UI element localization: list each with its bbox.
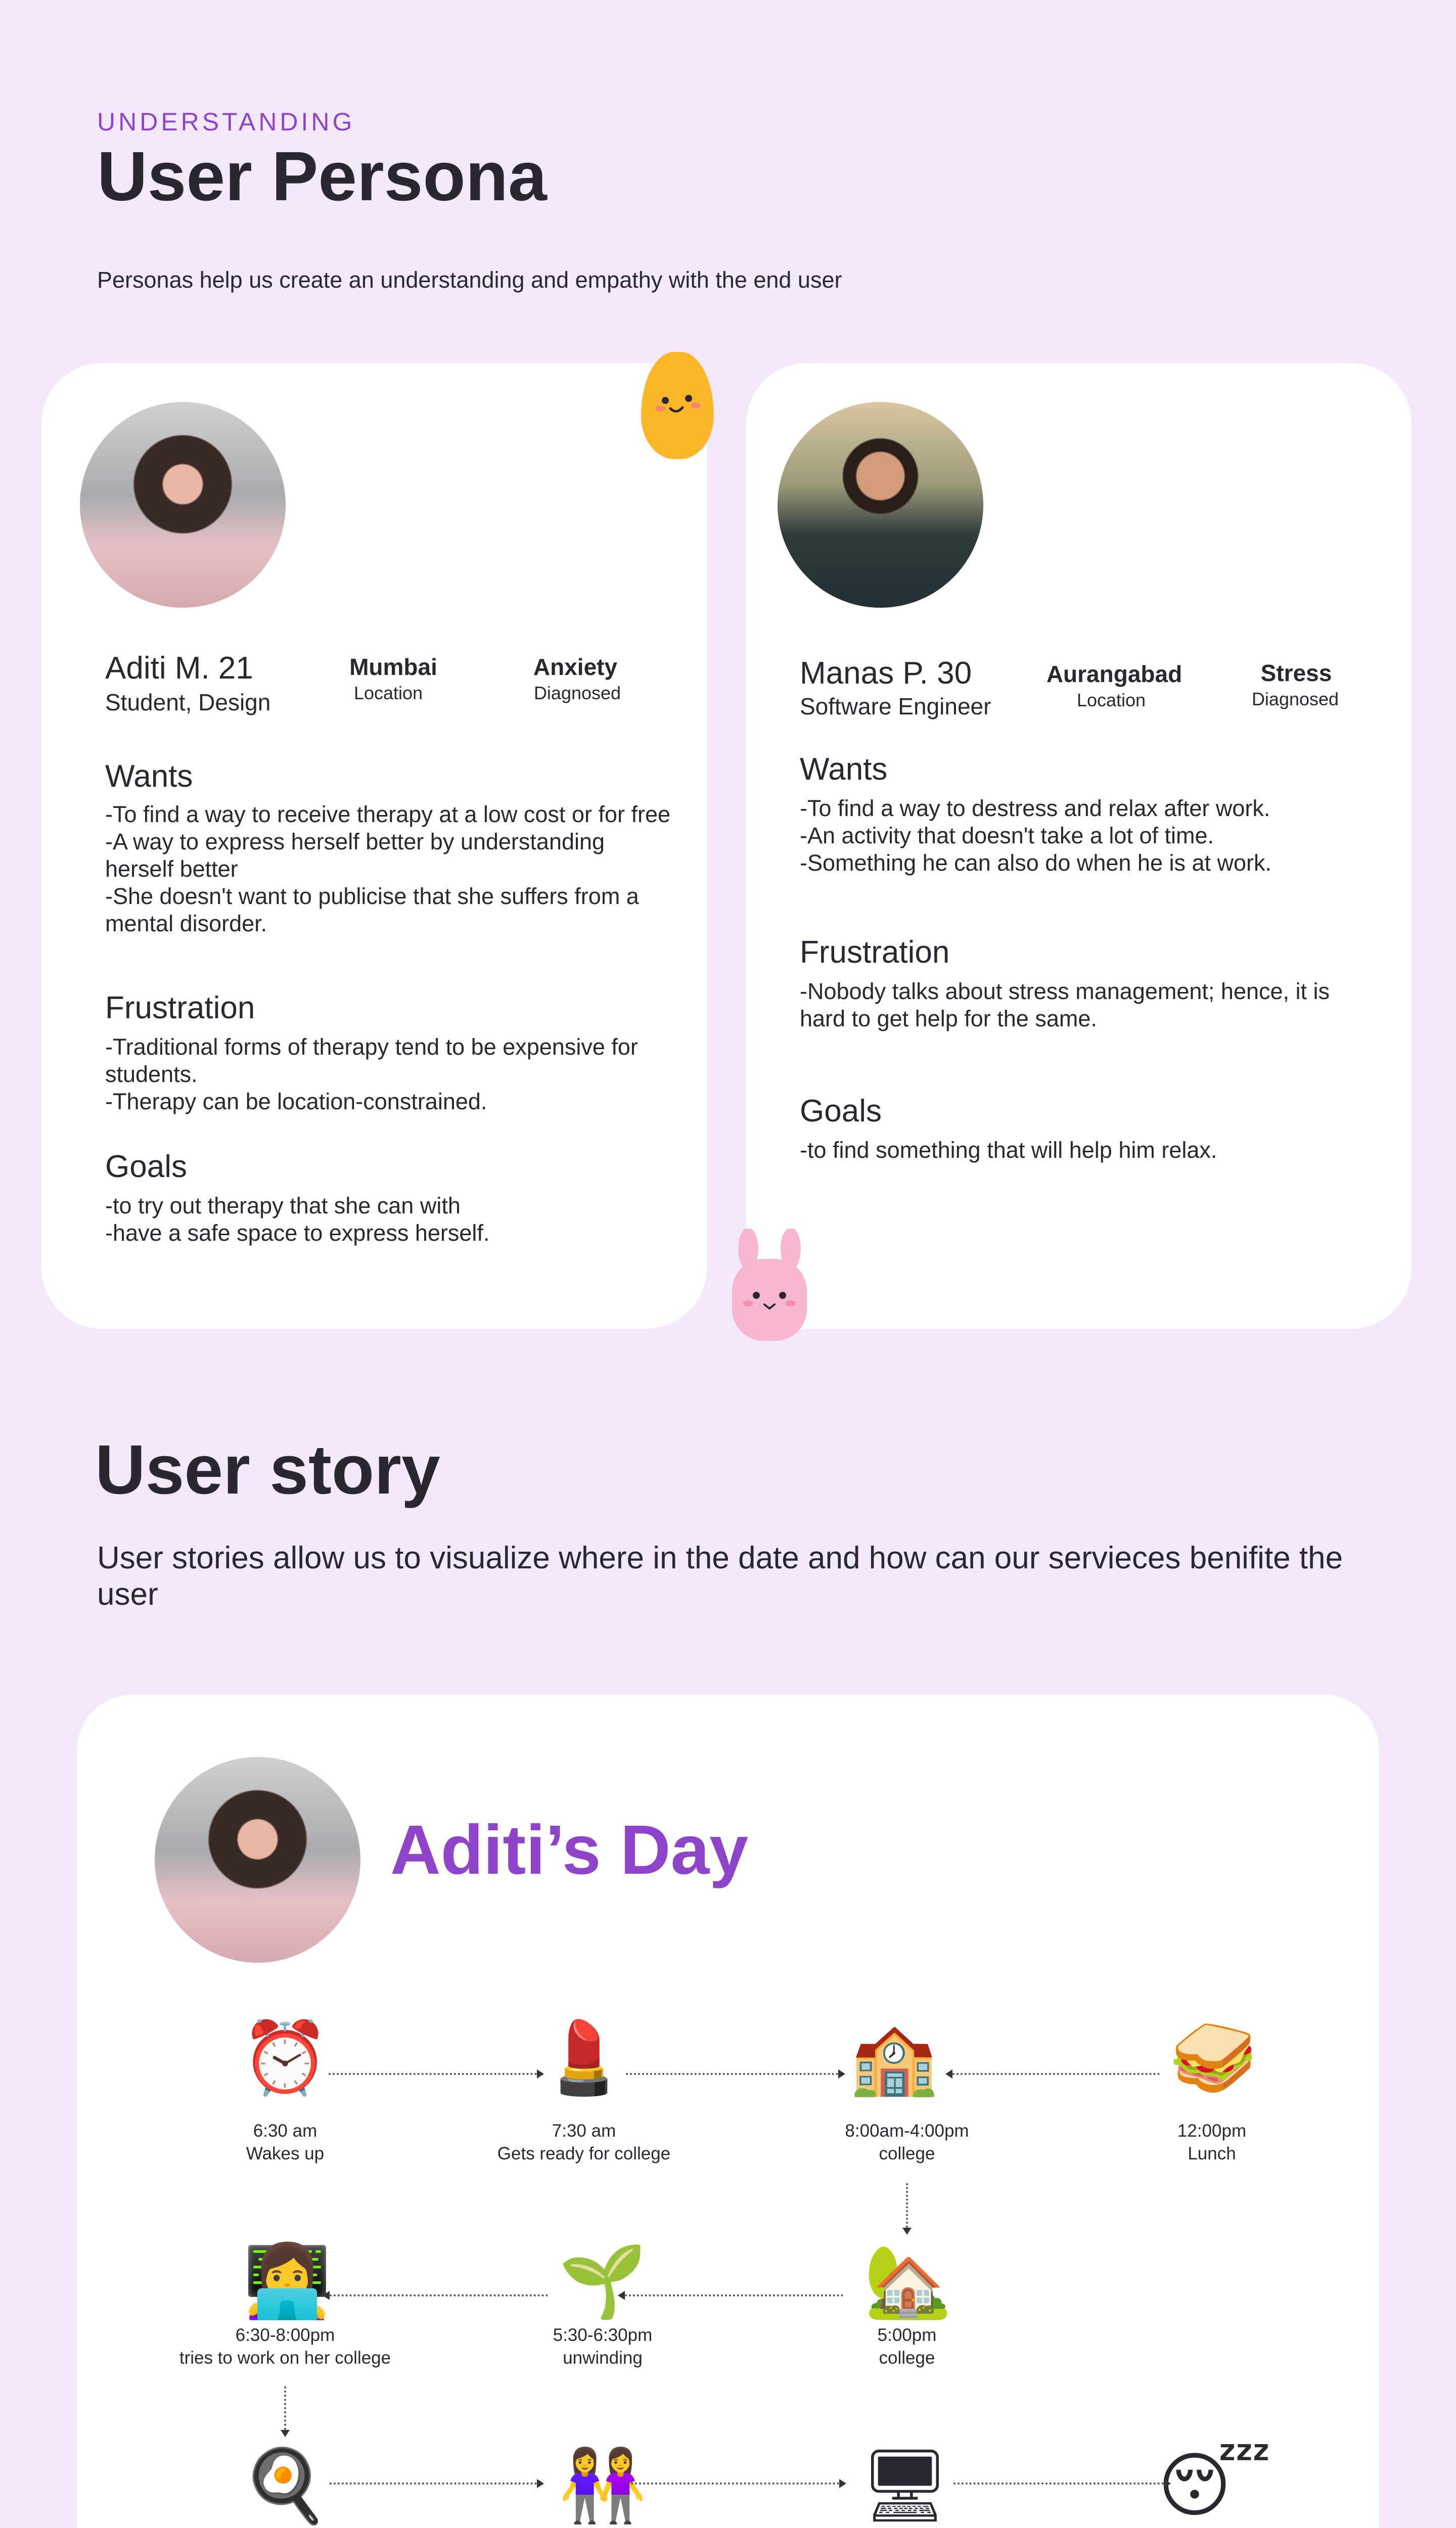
timeline-connector xyxy=(284,2386,286,2430)
timeline-connector xyxy=(329,2073,537,2075)
event-label: Gets ready for college xyxy=(497,2144,671,2163)
persona-location-label: Location xyxy=(353,683,423,703)
arrow-right-icon xyxy=(1164,2479,1171,2488)
event-label: Lunch xyxy=(1188,2144,1236,2163)
timeline-connector xyxy=(953,2482,1164,2485)
section-subtitle: User stories allow us to visualize where in the date and how can our servieces benifite the user xyxy=(97,1541,1343,1612)
avatar xyxy=(778,402,983,608)
wants-list xyxy=(800,795,1366,877)
persona-role: Software Engineer xyxy=(800,693,991,719)
arrow-right-icon xyxy=(537,2479,544,2488)
event-time: 12:00pm xyxy=(1177,2121,1247,2141)
frustration-list xyxy=(800,978,1366,1032)
event-time: 7:30 am xyxy=(552,2121,616,2141)
event-time: 5:30-6:30pm xyxy=(553,2325,653,2345)
friends-icon: 👭 xyxy=(558,2446,647,2525)
section-title: User story xyxy=(95,1431,440,1509)
event-label: tries to work on her college xyxy=(179,2348,391,2368)
timeline-event xyxy=(786,2119,1028,2165)
event-time: 6:30 am xyxy=(253,2121,317,2141)
goals-item: -have a safe space to express herself. xyxy=(105,1220,490,1246)
goals-item: -to try out therapy that she can with xyxy=(105,1193,461,1218)
timeline-event xyxy=(463,2119,705,2165)
event-label: unwinding xyxy=(563,2348,643,2368)
page-title: User Persona xyxy=(97,138,547,215)
persona-name: Aditi M. 21 xyxy=(105,651,253,686)
event-time: 8:00am-4:00pm xyxy=(845,2121,969,2141)
persona-diagnosis-label: Diagnosed xyxy=(533,683,621,703)
school-icon: 🏫 xyxy=(849,2018,938,2097)
timeline-connector xyxy=(330,2294,548,2296)
goals-heading: Goals xyxy=(105,1149,187,1184)
persona-diagnosis-value: Stress xyxy=(1260,660,1332,686)
arrow-left-icon xyxy=(945,2069,952,2079)
goals-item: -to find something that will help him relax. xyxy=(800,1137,1217,1163)
timeline-event xyxy=(164,2324,406,2369)
arrow-left-icon xyxy=(323,2291,330,2300)
lipstick-icon: 💄 xyxy=(539,2018,628,2097)
wants-heading: Wants xyxy=(800,752,888,787)
persona-role: Student, Design xyxy=(105,689,271,715)
event-label: Wakes up xyxy=(246,2144,325,2163)
pink-bunny-mascot-icon xyxy=(728,1229,811,1341)
event-time: 6:30-8:00pm xyxy=(235,2325,335,2345)
timeline-connector xyxy=(627,2482,839,2485)
arrow-left-icon xyxy=(618,2291,625,2300)
frying-pan-icon: 🍳 xyxy=(241,2446,330,2525)
sleeping-face-icon: 😴 xyxy=(1158,2446,1271,2525)
arrow-down-icon xyxy=(902,2228,912,2235)
orange-blob-mascot-icon xyxy=(641,352,714,459)
persona-location-label: Location xyxy=(1076,690,1146,710)
event-time: 5:00pm xyxy=(877,2325,937,2345)
event-label: college xyxy=(879,2348,935,2368)
arrow-down-icon xyxy=(281,2430,290,2437)
arrow-right-icon xyxy=(839,2479,846,2488)
frustration-heading: Frustration xyxy=(800,935,950,970)
wants-item: -An activity that doesn't take a lot of time. xyxy=(800,823,1214,848)
goals-heading: Goals xyxy=(800,1094,882,1128)
timeline-connector xyxy=(330,2482,537,2485)
persona-name: Manas P. 30 xyxy=(800,656,972,691)
timeline-connector xyxy=(625,2294,843,2296)
section-eyebrow: UNDERSTANDING xyxy=(97,108,355,136)
wants-item: -She doesn't want to publicise that she suffers from a mental disorder. xyxy=(105,883,639,936)
frustration-item: -Nobody talks about stress management; hence, it is hard to get help for the same. xyxy=(800,978,1330,1031)
day-title: Aditi’s Day xyxy=(390,1811,749,1889)
timeline-event xyxy=(481,2324,724,2369)
timeline-connector xyxy=(626,2073,838,2075)
page-subtitle: Personas help us create an understanding and empathy with the end user xyxy=(97,267,842,293)
arrow-right-icon xyxy=(838,2069,845,2079)
persona-diagnosis-value: Anxiety xyxy=(533,654,618,680)
goals-list xyxy=(800,1137,1366,1164)
frustration-list xyxy=(105,1033,671,1115)
seedling-icon: 🌱 xyxy=(558,2241,647,2321)
wants-item: -To find a way to receive therapy at a low cost or for free xyxy=(105,801,671,827)
timeline-event xyxy=(164,2119,406,2165)
frustration-item: -Therapy can be location-constrained. xyxy=(105,1089,487,1114)
goals-list xyxy=(105,1192,671,1247)
avatar xyxy=(155,1757,360,1963)
alarm-clock-icon: ⏰ xyxy=(241,2018,330,2097)
sandwich-icon: 🥪 xyxy=(1169,2018,1258,2097)
persona-diagnosis-label: Diagnosed xyxy=(1251,689,1339,709)
avatar xyxy=(80,402,286,608)
wants-item: -Something he can also do when he is at work. xyxy=(800,850,1272,876)
timeline-event xyxy=(1090,2119,1333,2165)
wants-list xyxy=(105,801,671,937)
wants-heading: Wants xyxy=(105,759,193,794)
desktop-computer-icon: 🖥 xyxy=(860,2446,950,2525)
persona-location-value: Aurangabad xyxy=(1046,661,1182,687)
woman-laptop-icon: 👩‍💻 xyxy=(243,2241,332,2321)
arrow-right-icon xyxy=(537,2069,544,2079)
timeline-connector xyxy=(906,2183,908,2228)
house-icon: 🏡 xyxy=(863,2241,952,2321)
event-label: college xyxy=(879,2144,935,2163)
wants-item: -To find a way to destress and relax after work. xyxy=(800,795,1270,821)
wants-item: -A way to express herself better by understanding herself better xyxy=(105,829,605,882)
frustration-item: -Traditional forms of therapy tend to be expensive for students. xyxy=(105,1034,638,1087)
persona-location-value: Mumbai xyxy=(349,654,437,680)
timeline-connector xyxy=(952,2073,1160,2075)
frustration-heading: Frustration xyxy=(105,990,255,1025)
timeline-event xyxy=(786,2324,1028,2369)
